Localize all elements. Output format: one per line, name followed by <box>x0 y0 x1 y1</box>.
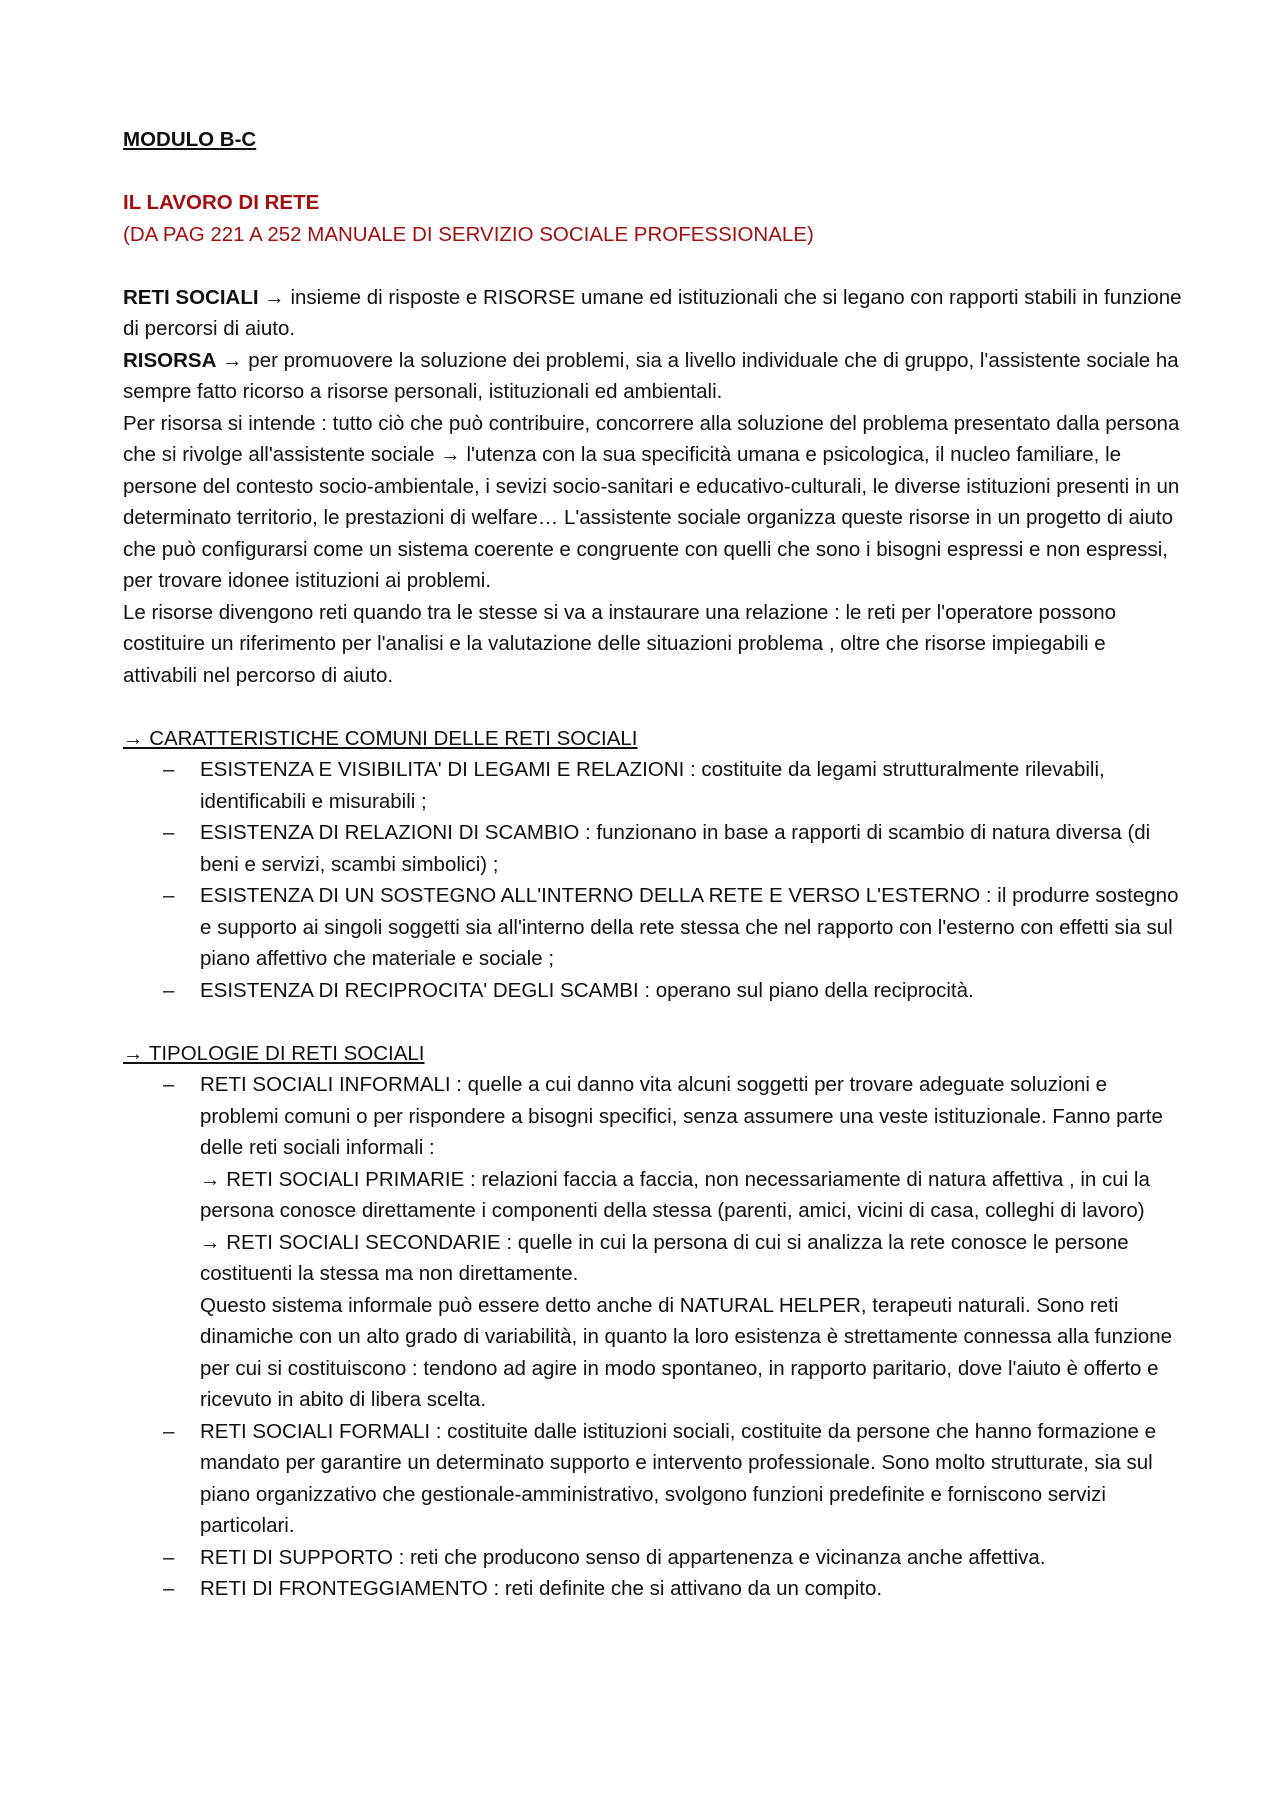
natural-helper-text: Questo sistema informale può essere detto anche di NATURAL HELPER, terapeuti naturali. Sono reti dinamiche con un alto grado di variabilità, in quanto la loro esistenza è strettamente connessa alla funzione per cui si costituiscono : tendono ad agire in modo spontaneo, in rapporto paritario, dove l'aiuto è offerto e ricevuto in abito di libera scelta. <box>200 1293 1173 1411</box>
risorsa-term: RISORSA <box>123 348 217 372</box>
secondarie-text: → RETI SOCIALI SECONDARIE : quelle in cui la persona di cui si analizza la rete conosce le persone costituenti la stessa ma non direttamente. <box>200 1230 1129 1285</box>
module-title: MODULO B-C <box>123 128 257 151</box>
list-item-fronteggiamento: – RETI DI FRONTEGGIAMENTO : reti definite che si attivano da un compito. <box>123 1573 1183 1605</box>
list-item-formali: – RETI SOCIALI FORMALI : costituite dalle istituzioni sociali, costituite da persone che hanno formazione e mandato per garantire un determinato supporto e intervento professionale. Sono molto strutturate, sia sul piano organizzativo che gestionale-amministrativo, svolgono funzioni predefinite e forniscono servizi particolari. <box>123 1416 1183 1542</box>
list-item-supporto: – RETI DI SUPPORTO : reti che producono senso di appartenenza e vicinanza anche affettiva. <box>123 1542 1183 1574</box>
informali-text: – RETI SOCIALI INFORMALI : quelle a cui danno vita alcuni soggetti per trovare adeguate soluzioni e problemi comuni o per rispondere a bisogni specifici, senza assumere una veste istituzionale. Fanno parte delle reti sociali informali : <box>200 1073 1163 1159</box>
list-item: – ESISTENZA DI UN SOSTEGNO ALL'INTERNO DELLA RETE E VERSO L'ESTERNO : il produrre sostegno e supporto ai singoli soggetti sia all'interno della rete stessa che nel rapporto con l'esterno con effetti sia sul piano affettivo che materiale e sociale ; <box>123 880 1183 975</box>
primarie-text: → RETI SOCIALI PRIMARIE : relazioni faccia a faccia, non necessariamente di natura affettiva , in cui la persona conosce direttamente i componenti della stessa (parenti, amici, vicini di casa, colleghi di lavoro) <box>200 1167 1150 1222</box>
caratteristiche-heading: → CARATTERISTICHE COMUNI DELLE RETI SOCIALI <box>123 726 638 750</box>
tipologie-heading: → TIPOLOGIE DI RETI SOCIALI <box>123 1041 425 1065</box>
reti-sociali-text: → insieme di risposte e RISORSE umane ed istituzionali che si legano con rapporti stabili in funzione di percorsi di aiuto. <box>123 285 1182 340</box>
reti-paragraph: Le risorse divengono reti quando tra le stesse si va a instaurare una relazione : le reti per l'operatore possono costituire un riferimento per l'analisi e la valutazione delle situazioni problema , oltre che risorse impiegabili e attivabili nel percorso di aiuto. <box>123 600 1117 687</box>
list-item: – ESISTENZA E VISIBILITA' DI LEGAMI E RELAZIONI : costituite da legami strutturalmente rilevabili, identificabili e misurabili ; <box>123 754 1183 817</box>
document-body <box>123 124 1183 1605</box>
list-item: – ESISTENZA DI RELAZIONI DI SCAMBIO : funzionano in base a rapporti di scambio di natura diversa (di beni e servizi, scambi simbolici) ; <box>123 817 1183 880</box>
caratteristiche-list <box>123 754 1183 1006</box>
list-item-informali <box>123 1069 1183 1416</box>
list-item: – ESISTENZA DI RECIPROCITA' DEGLI SCAMBI : operano sul piano della reciprocità. <box>123 975 1183 1007</box>
reti-sociali-definition <box>123 282 1183 345</box>
reti-sociali-term: RETI SOCIALI <box>123 285 259 309</box>
tipologie-list <box>123 1069 1183 1605</box>
risorsa-text: → per promuovere la soluzione dei problemi, sia a livello individuale che di gruppo, l'assistente sociale ha sempre fatto ricorso a risorse personali, istituzionali ed ambientali. <box>123 348 1179 403</box>
section-source: (DA PAG 221 A 252 MANUALE DI SERVIZIO SOCIALE PROFESSIONALE) <box>123 222 814 246</box>
section-heading: IL LAVORO DI RETE <box>123 191 320 214</box>
risorsa-definition <box>123 345 1183 408</box>
risorsa-paragraph: Per risorsa si intende : tutto ciò che può contribuire, concorrere alla soluzione del problema presentato dalla persona che si rivolge all'assistente sociale → l'utenza con la sua specificità umana e psicologica, il nucleo familiare, le persone del contesto socio-ambientale, i sevizi socio-sanitari e educativo-culturali, le diverse istituzioni presenti in un determinato territorio, le prestazioni di welfare… L'assistente sociale organizza queste risorse in un progetto di aiuto che può configurarsi come un sistema coerente e congruente con quelli che sono i bisogni espressi e non espressi, per trovare idonee istituzioni ai problemi. <box>123 411 1180 592</box>
